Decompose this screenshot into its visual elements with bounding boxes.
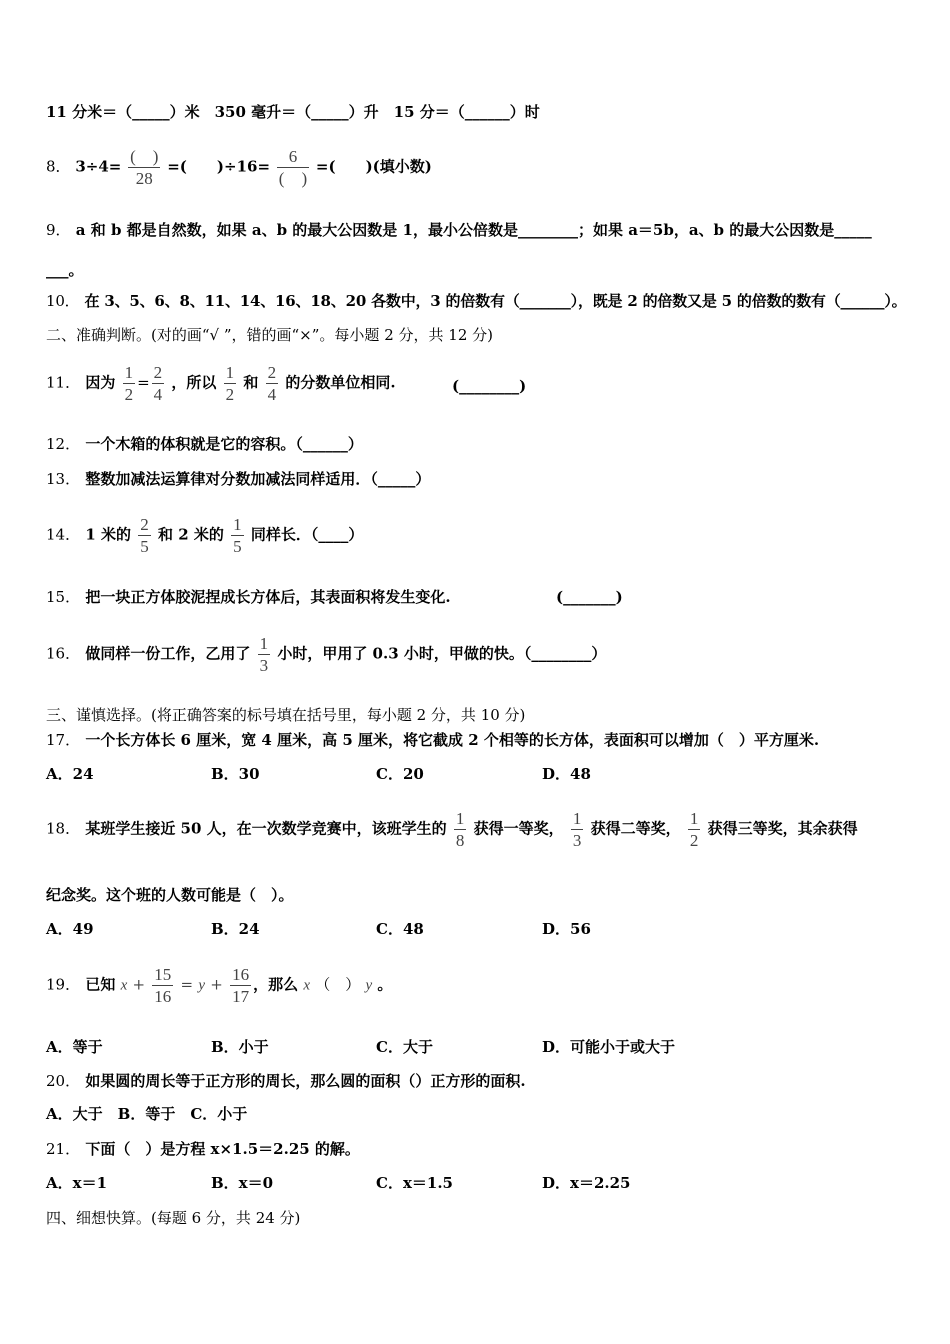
- q14-fraction-1: [138, 516, 151, 555]
- q8-frac1-denominator: 28: [128, 167, 160, 187]
- question-12: [46, 434, 363, 454]
- question-19: [46, 966, 392, 1005]
- q20-options[interactable]: A．大于 B．等于 C．小于: [46, 1105, 248, 1123]
- q10-number: 10．: [46, 292, 80, 310]
- q12-text: 一个木箱的体积就是它的容积。（______）: [85, 435, 363, 453]
- q11-fraction-4: [266, 364, 279, 403]
- q18-f1-num: 1: [455, 809, 465, 828]
- question-8: [46, 148, 432, 187]
- q18-cont: 纪念奖。这个班的人数可能是（ ）。: [46, 886, 294, 904]
- q18-option-b[interactable]: B．24: [211, 920, 260, 938]
- q19-plus-1: +: [132, 975, 146, 994]
- q14-f2-den: 5: [233, 537, 242, 556]
- q18-fraction-2: [571, 810, 584, 849]
- q18-number: 18．: [46, 819, 81, 838]
- q21-text: 下面（ ）是方程 x×1.5＝2.25 的解。: [85, 1140, 360, 1158]
- q9-text: a 和 b 都是自然数，如果 a、b 的最大公因数是 1，最小公倍数是________；如果 a＝5b，a、b 的最大公因数是_____: [75, 221, 872, 239]
- question-14: [46, 516, 363, 555]
- q14-fraction-2: [231, 516, 244, 555]
- q14-t1: 1 米的: [85, 525, 131, 544]
- q18-t2: 获得一等奖，: [473, 819, 564, 838]
- q11-t3: 和: [243, 373, 259, 392]
- q21-number: 21．: [46, 1140, 81, 1158]
- q19-end: 。: [377, 975, 393, 994]
- q18-t4: 获得三等奖，其余获得: [707, 819, 858, 838]
- q19-f2-den: 17: [232, 987, 250, 1006]
- q11-f2-den: 4: [153, 385, 163, 404]
- q19-f1-den: 16: [154, 987, 172, 1006]
- q17-option-b[interactable]: B．30: [211, 765, 260, 783]
- q20-number: 20．: [46, 1072, 81, 1090]
- q18-f3-num: 1: [689, 809, 699, 828]
- q13-text: 整数加减法运算律对分数加减法同样适用．（_____）: [85, 470, 431, 488]
- q19-y-2: y: [365, 977, 373, 994]
- q19-option-a[interactable]: A．等于: [46, 1038, 103, 1056]
- section-2-title: [46, 325, 493, 345]
- q18-option-a[interactable]: A．49: [46, 920, 94, 938]
- q18-option-d[interactable]: D．56: [542, 920, 591, 938]
- q15-blank-text: (_______): [556, 588, 623, 606]
- q20-text: 如果圆的周长等于正方形的周长，那么圆的面积（）正方形的面积.: [85, 1072, 526, 1090]
- q15-text: 把一块正方体胶泥捏成长方体后，其表面积将发生变化.: [85, 588, 451, 606]
- question-16: [46, 635, 606, 674]
- q11-f4-den: 4: [267, 385, 277, 404]
- q8-frac2-numerator: 6: [288, 147, 298, 166]
- q19-f1-num: 15: [154, 965, 172, 984]
- q19-x-2: x: [303, 977, 310, 994]
- q19-plus-2: +: [210, 975, 223, 994]
- sec4-title: 四、细想快算。(每题 6 分，共 24 分): [46, 1209, 301, 1227]
- q18-option-c[interactable]: C．48: [376, 920, 424, 938]
- q21-option-d[interactable]: D．x＝2.25: [542, 1174, 631, 1192]
- q10-text: 在 3、5、6、8、11、14、16、18、20 各数中，3 的倍数有（_______），既是 2 的倍数又是 5 的倍数的数有（______）。: [84, 292, 907, 310]
- question-11: [46, 364, 396, 403]
- q15-answer-blank: [556, 587, 623, 607]
- q11-eq: =: [137, 373, 150, 392]
- q17-option-a[interactable]: A．24: [46, 765, 94, 783]
- q7-text: 11 分米＝（_____）米 350 毫升＝（_____）升 15 分＝（______）时: [46, 103, 540, 121]
- q16-t2: 小时，甲用了 0.3 小时，甲做的快。（________）: [277, 644, 607, 663]
- q8-lead: 3÷4=: [75, 157, 122, 176]
- q17-text: 一个长方体长 6 厘米，宽 4 厘米，高 5 厘米，将它截成 2 个相等的长方体，表面积可以增加（ ）平方厘米.: [85, 731, 820, 749]
- q11-t4: 的分数单位相同.: [285, 373, 396, 392]
- q8-mid: =( )÷16=: [167, 157, 271, 176]
- q18-f3-den: 2: [689, 831, 699, 850]
- q19-fraction-2: [230, 966, 251, 1005]
- q9-cont: ___。: [46, 261, 84, 279]
- q11-fraction-3: [224, 364, 237, 403]
- q18-fraction-1: [454, 810, 467, 849]
- q19-t2: ，那么: [253, 975, 299, 994]
- q11-f3-den: 2: [225, 385, 235, 404]
- q8-number: 8．: [46, 157, 71, 176]
- q18-f2-num: 1: [572, 809, 582, 828]
- q11-fraction-2: [152, 364, 165, 403]
- q11-f1-num: 1: [124, 363, 134, 382]
- q14-f1-den: 5: [140, 537, 149, 556]
- question-9: [46, 220, 872, 240]
- q14-f2-num: 1: [233, 515, 242, 534]
- q8-fraction-1: [128, 148, 160, 187]
- q11-f2-num: 2: [153, 363, 163, 382]
- q19-fraction-1: [152, 966, 173, 1005]
- q11-fraction-1: [123, 364, 136, 403]
- q17-option-c[interactable]: C．20: [376, 765, 424, 783]
- q19-y: y: [198, 977, 206, 994]
- q18-t1: 某班学生接近 50 人，在一次数学竞赛中，该班学生的: [85, 819, 447, 838]
- q17-option-d[interactable]: D．48: [542, 765, 591, 783]
- q19-option-b[interactable]: B．小于: [211, 1038, 269, 1056]
- q8-tail: =( )(填小数): [315, 157, 432, 176]
- q19-paren: （ ）: [315, 975, 361, 994]
- q11-t2: ，所以: [171, 373, 217, 392]
- section-3-title: [46, 705, 525, 725]
- q16-t1: 做同样一份工作，乙用了: [85, 644, 251, 663]
- q16-fraction: [258, 635, 271, 674]
- question-15: [46, 587, 451, 607]
- question-10: [46, 291, 906, 311]
- sec3-title: 三、谨慎选择。(将正确答案的标号填在括号里，每小题 2 分，共 10 分): [46, 706, 526, 724]
- q19-option-d[interactable]: D．可能小于或大于: [542, 1038, 676, 1056]
- q16-number: 16．: [46, 644, 81, 663]
- question-21: [46, 1139, 360, 1159]
- q11-t1: 因为: [85, 373, 116, 392]
- q14-t3: 同样长．（____）: [250, 525, 364, 544]
- q11-f4-num: 2: [267, 363, 277, 382]
- q11-number: 11．: [46, 373, 81, 392]
- q8-frac1-numerator: ( ): [130, 147, 159, 166]
- q12-number: 12．: [46, 435, 81, 453]
- q18-t3: 获得二等奖，: [590, 819, 681, 838]
- question-17: [46, 730, 819, 750]
- question-9-continuation: [46, 260, 84, 280]
- q19-t1: 已知: [85, 975, 116, 994]
- question-20: [46, 1071, 526, 1091]
- q17-number: 17．: [46, 731, 81, 749]
- sec2-title: 二、准确判断。(对的画“√ ”，错的画“×”。每小题 2 分，共 12 分): [46, 326, 493, 344]
- q19-eq: =: [180, 975, 194, 994]
- q19-f2-num: 16: [232, 965, 250, 984]
- question-18: [46, 810, 858, 849]
- question-18-continuation: [46, 885, 294, 905]
- q11-blank-text: (________): [452, 377, 527, 395]
- q16-f-num: 1: [259, 634, 269, 653]
- q13-number: 13．: [46, 470, 81, 488]
- q14-t2: 和 2 米的: [157, 525, 224, 544]
- q19-option-c[interactable]: C．大于: [376, 1038, 433, 1056]
- q18-f1-den: 8: [455, 831, 465, 850]
- question-13: [46, 469, 430, 489]
- q21-option-b[interactable]: B．x＝0: [211, 1174, 274, 1192]
- q11-answer-blank: [452, 376, 526, 396]
- q15-number: 15．: [46, 588, 81, 606]
- q11-f1-den: 2: [124, 385, 134, 404]
- q11-f3-num: 1: [225, 363, 235, 382]
- q16-f-den: 3: [259, 656, 269, 675]
- q21-option-c[interactable]: C．x＝1.5: [376, 1174, 453, 1192]
- q19-number: 19．: [46, 975, 81, 994]
- question-7-line: [46, 102, 540, 122]
- q14-f1-num: 2: [140, 515, 149, 534]
- q18-f2-den: 3: [572, 831, 582, 850]
- section-4-title: [46, 1208, 300, 1228]
- q19-x: x: [120, 977, 128, 994]
- q8-frac2-denominator: ( ): [278, 169, 308, 188]
- q21-option-a[interactable]: A．x＝1: [46, 1174, 108, 1192]
- q14-number: 14．: [46, 525, 81, 544]
- q9-number: 9．: [46, 221, 71, 239]
- q8-fraction-2: [277, 148, 309, 187]
- q18-fraction-3: [688, 810, 701, 849]
